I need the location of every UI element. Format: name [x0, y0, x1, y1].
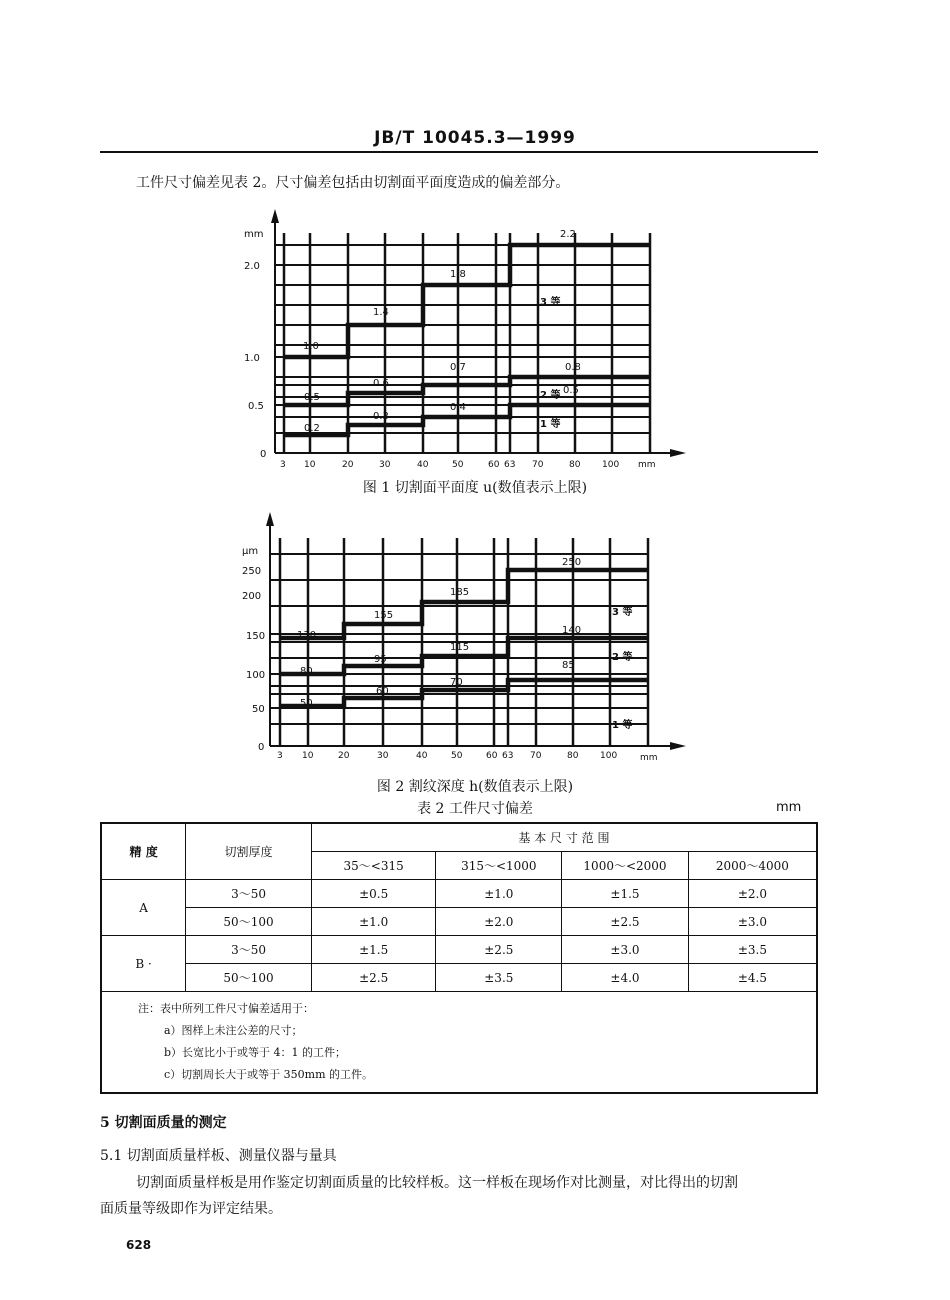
fig2-x-unit: mm	[640, 753, 658, 763]
document-code: JB/T 10045.3—1999	[374, 128, 576, 148]
figure1-caption: 图 1 切割面平面度 u(数值表示上限)	[362, 480, 588, 496]
value-cell: ±1.0	[311, 908, 436, 936]
fig2-y-tick: 150	[246, 631, 266, 642]
fig1-grade-label: 2 等	[540, 390, 561, 401]
fig2-value-label: 185	[450, 587, 470, 598]
fig1-y-tick: 2.0	[244, 261, 260, 272]
fig1-value-label: 1.8	[450, 269, 466, 280]
range-header: 1000～<2000	[562, 852, 689, 880]
fig2-x-tick: 80	[567, 751, 579, 761]
fig2-value-label: 140	[562, 625, 582, 636]
thickness-cell: 50～100	[186, 964, 312, 992]
fig2-x-tick: 10	[302, 751, 314, 761]
fig1-value-label: 2.2	[560, 229, 576, 240]
fig1-y-unit: mm	[244, 229, 264, 240]
fig2-x-tick: 40	[416, 751, 428, 761]
fig2-value-label: 155	[374, 610, 394, 621]
fig1-grade-label: 1 等	[540, 419, 561, 430]
fig1-x-tick: 63	[504, 460, 516, 470]
fig1-value-label: 0.5	[304, 392, 320, 403]
fig1-x-tick: 60	[488, 460, 500, 470]
fig2-grade-label: 3 等	[612, 607, 633, 618]
fig2-value-label: 95	[374, 654, 387, 665]
note-line: c）切割周长大于或等于 350mm 的工件。	[164, 1068, 374, 1081]
fig2-value-label: 50	[300, 698, 313, 709]
fig1-x-tick: 70	[532, 460, 544, 470]
fig2-x-tick: 63	[502, 751, 514, 761]
section-heading: 5 切割面质量的测定	[100, 1115, 227, 1131]
fig1-x-tick: 50	[452, 460, 464, 470]
range-header: 2000～4000	[688, 852, 817, 880]
fig1-value-label: 0.4	[450, 402, 466, 413]
fig2-x-tick: 50	[451, 751, 463, 761]
value-cell: ±0.5	[311, 880, 436, 908]
grade-cell: A	[101, 880, 186, 936]
fig1-value-label: 0.5	[563, 385, 579, 396]
fig1-x-tick: 3	[280, 460, 286, 470]
fig1-x-tick: 80	[569, 460, 581, 470]
fig1-value-label: 0.8	[565, 362, 581, 373]
value-cell: ±3.5	[688, 936, 817, 964]
fig2-value-label: 130	[297, 630, 317, 641]
fig2-grade-label: 2 等	[612, 652, 633, 663]
thickness-cell: 50～100	[186, 908, 312, 936]
value-cell: ±3.0	[562, 936, 689, 964]
fig2-x-tick: 20	[338, 751, 350, 761]
fig2-value-label: 115	[450, 642, 470, 653]
thickness-cell: 3～50	[186, 936, 312, 964]
header-range: 基 本 尺 寸 范 围	[311, 823, 817, 852]
fig1-x-unit: mm	[638, 460, 656, 470]
figure2-caption: 图 2 割纹深度 h(数值表示上限)	[376, 779, 574, 795]
fig1-x-tick: 100	[602, 460, 620, 470]
figure1-chart	[240, 205, 700, 475]
fig1-x-tick: 10	[304, 460, 316, 470]
intro-paragraph: 工件尺寸偏差见表 2。尺寸偏差包括由切割面平面度造成的偏差部分。	[136, 175, 570, 191]
fig1-x-tick: 20	[342, 460, 354, 470]
table2-unit: mm	[776, 800, 802, 815]
value-cell: ±3.5	[436, 964, 562, 992]
fig2-value-label: 70	[450, 677, 463, 688]
value-cell: ±4.0	[562, 964, 689, 992]
fig2-y-tick: 250	[242, 566, 262, 577]
value-cell: ±3.0	[688, 908, 817, 936]
range-header: 315～<1000	[436, 852, 562, 880]
fig2-value-label: 85	[562, 660, 575, 671]
fig2-value-label: 80	[300, 666, 313, 677]
subsection-heading: 5.1 切割面质量样板、测量仪器与量具	[100, 1148, 337, 1164]
header-rule	[100, 151, 818, 153]
fig1-y-tick: 0.5	[248, 401, 264, 412]
value-cell: ±1.0	[436, 880, 562, 908]
fig2-value-label: 250	[562, 557, 582, 568]
table-row	[101, 936, 817, 964]
fig2-value-label: 60	[376, 686, 389, 697]
grade-cell: B ·	[101, 936, 186, 992]
fig1-y-tick: 0	[260, 449, 267, 460]
table2-title: 表 2 工件尺寸偏差	[417, 801, 533, 817]
fig2-x-tick: 60	[486, 751, 498, 761]
value-cell: ±1.5	[562, 880, 689, 908]
fig1-value-label: 0.7	[450, 362, 466, 373]
fig1-x-tick: 40	[417, 460, 429, 470]
range-header: 35～<315	[311, 852, 436, 880]
table-notes	[101, 992, 817, 1094]
fig1-value-label: 1.0	[303, 341, 319, 352]
fig1-value-label: 1.4	[373, 307, 389, 318]
figure2-chart	[240, 510, 700, 768]
header-precision: 精 度	[101, 823, 186, 880]
fig2-x-tick: 3	[277, 751, 283, 761]
value-cell: ±1.5	[311, 936, 436, 964]
fig2-y-tick: 50	[252, 704, 265, 715]
value-cell: ±2.5	[436, 936, 562, 964]
value-cell: ±4.5	[688, 964, 817, 992]
page-number: 628	[126, 1238, 152, 1252]
fig2-x-tick: 70	[530, 751, 542, 761]
fig1-value-label: 0.2	[304, 423, 320, 434]
fig1-y-tick: 1.0	[244, 353, 260, 364]
fig1-x-tick: 30	[379, 460, 391, 470]
fig2-y-unit: μm	[242, 546, 259, 557]
table-row	[101, 964, 817, 992]
body-paragraph-line: 面质量等级即作为评定结果。	[100, 1201, 282, 1217]
table2	[100, 822, 818, 1094]
fig2-y-tick: 100	[246, 670, 266, 681]
header-thickness: 切割厚度	[186, 823, 312, 880]
fig2-x-tick: 100	[600, 751, 618, 761]
thickness-cell: 3～50	[186, 880, 312, 908]
body-paragraph-line: 切割面质量样板是用作鉴定切割面质量的比较样板。这一样板在现场作对比测量，对比得出的切割	[136, 1175, 738, 1191]
fig1-grade-label: 3 等	[540, 297, 561, 308]
note-line: a）图样上未注公差的尺寸；	[164, 1024, 303, 1037]
table-row	[101, 908, 817, 936]
value-cell: ±2.0	[688, 880, 817, 908]
fig2-x-tick: 30	[377, 751, 389, 761]
value-cell: ±2.5	[562, 908, 689, 936]
fig2-grade-label: 1 等	[612, 720, 633, 731]
value-cell: ±2.5	[311, 964, 436, 992]
note-line: b）长宽比小于或等于 4：1 的工件；	[164, 1046, 347, 1059]
fig2-y-tick: 200	[242, 591, 262, 602]
table-row	[101, 880, 817, 908]
fig2-y-tick: 0	[258, 742, 265, 753]
fig1-value-label: 0.6	[373, 378, 389, 389]
value-cell: ±2.0	[436, 908, 562, 936]
fig1-value-label: 0.3	[373, 411, 389, 422]
note-line: 注：表中所列工件尺寸偏差适用于：	[138, 1002, 314, 1015]
